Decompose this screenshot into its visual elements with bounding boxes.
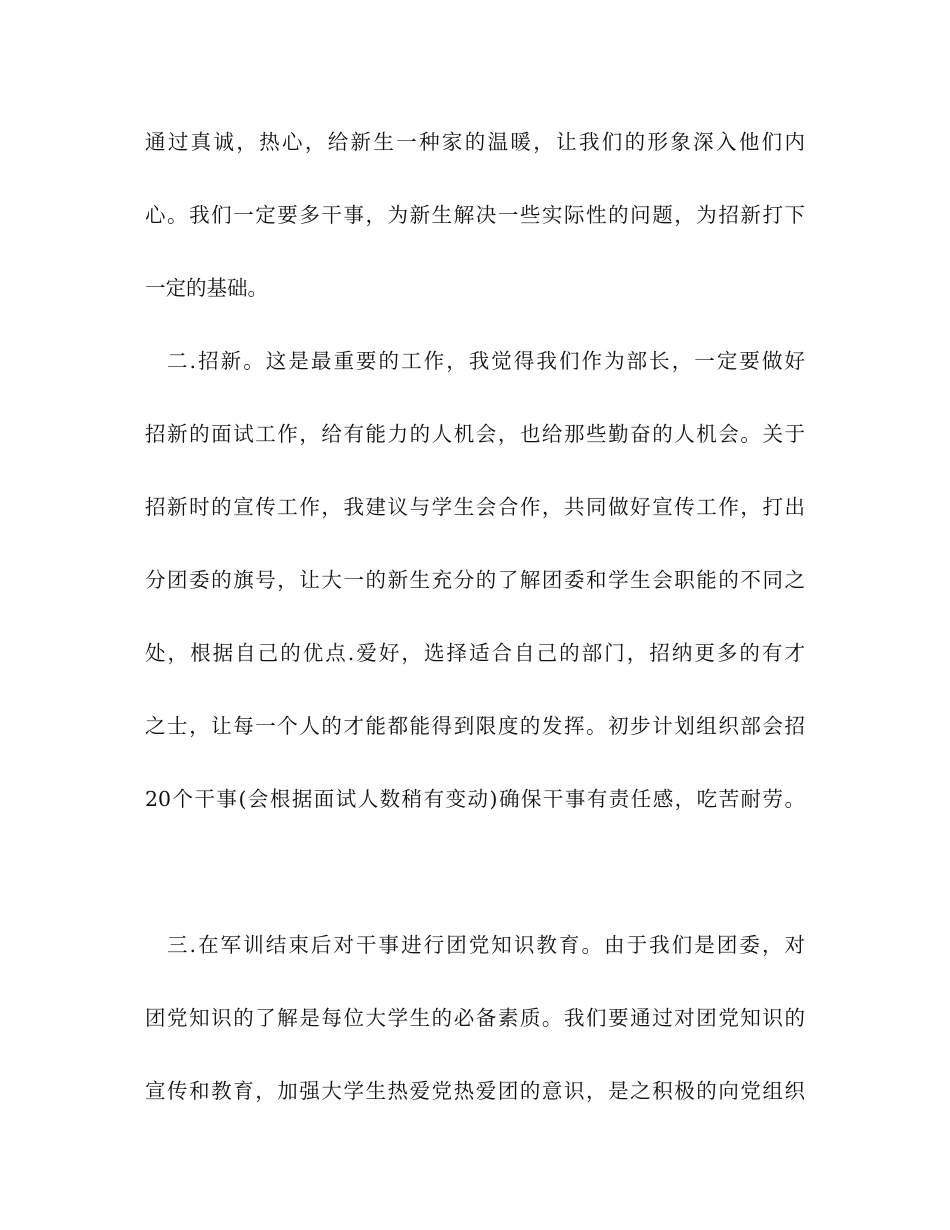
paragraph-line: 处，根据自己的优点.爱好，选择适合自己的部门，招纳更多的有才 bbox=[145, 641, 805, 665]
paragraph-line: 一定的基础。 bbox=[145, 276, 268, 300]
paragraph-line: 招新时的宣传工作，我建议与学生会合作，共同做好宣传工作，打出 bbox=[145, 495, 805, 519]
paragraph-line: 三.在军训结束后对干事进行团党知识教育。由于我们是团委，对 bbox=[167, 933, 805, 957]
paragraph-line: 之士，让每一个人的才能都能得到限度的发挥。初步计划组织部会招 bbox=[145, 714, 805, 738]
paragraph-line: 宣传和教育，加强大学生热爱党热爱团的意识，是之积极的向党组织 bbox=[145, 1079, 805, 1103]
paragraph-line: 分团委的旗号，让大一的新生充分的了解团委和学生会职能的不同之 bbox=[145, 568, 805, 592]
paragraph-line: 20个干事(会根据面试人数稍有变动)确保干事有责任感，吃苦耐劳。 bbox=[145, 787, 805, 811]
paragraph-line: 团党知识的了解是每位大学生的必备素质。我们要通过对团党知识的 bbox=[145, 1006, 805, 1030]
paragraph-line: 招新的面试工作，给有能力的人机会，也给那些勤奋的人机会。关于 bbox=[145, 422, 805, 446]
paragraph-line: 二.招新。这是最重要的工作，我觉得我们作为部长，一定要做好 bbox=[167, 349, 805, 373]
paragraph-line: 通过真诚，热心，给新生一种家的温暖，让我们的形象深入他们内 bbox=[145, 130, 805, 154]
paragraph-line: 心。我们一定要多干事，为新生解决一些实际性的问题，为招新打下 bbox=[145, 203, 805, 227]
